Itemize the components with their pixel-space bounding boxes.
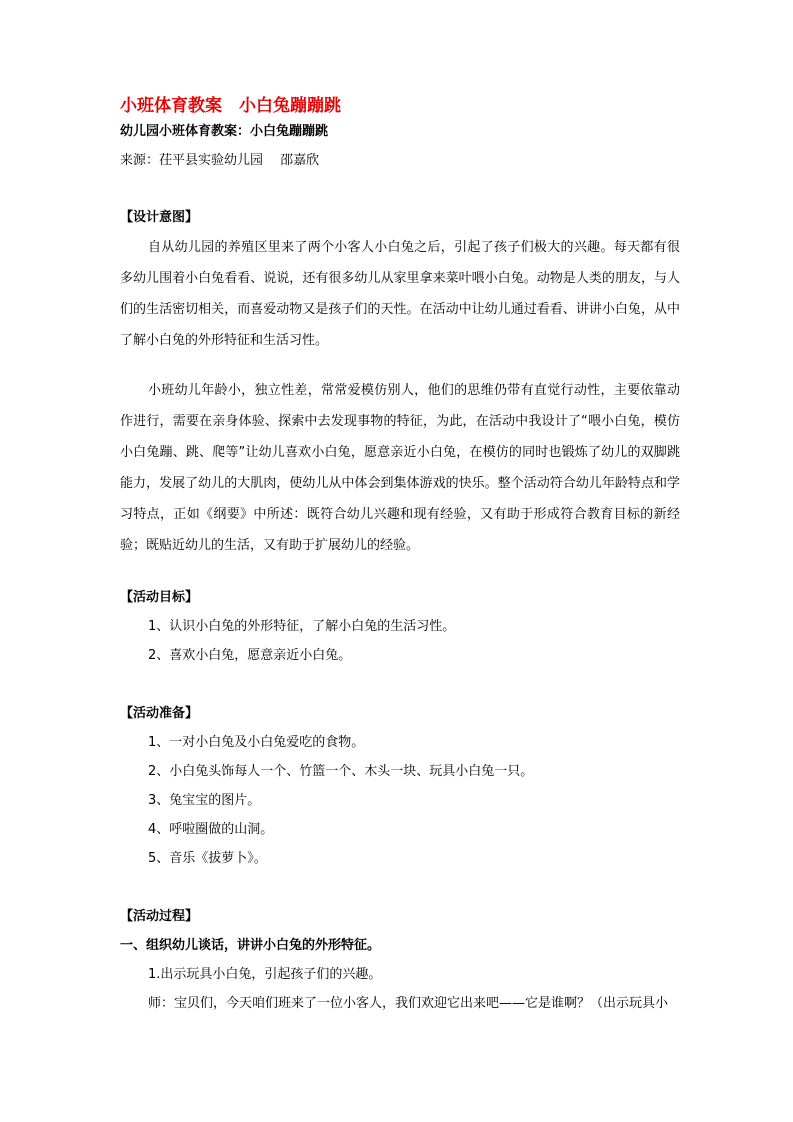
design-intent-paragraph-2: 小班幼儿年龄小，独立性差，常常爱模仿别人，他们的思维仍带有直觉行动性，主要依靠动作进行，需要在亲身体验、探索中去发现事物的特征，为此，在活动中我设计了“喂小白兔，模仿小白兔蹦、跳、爬等”让幼儿喜欢小白兔，愿意亲近小白兔，在模仿的同时也锻炼了幼儿的双脚跳能力，发展了幼儿的大肌肉，使幼儿从中体会到集体游戏的快乐。整个活动符合幼儿年龄特点和学习特点，正如《纲要》中所述：既符合幼儿兴趣和现有经验，又有助于形成符合教育目标的新经验；既贴近幼儿的生活，又有助于扩展幼儿的经验。 [120, 383, 680, 553]
design-intent-heading: 【设计意图】 [120, 210, 199, 225]
preparation-heading: 【活动准备】 [120, 706, 199, 721]
preparation-item-1: 1、一对小白兔及小白兔爱吃的食物。 [148, 735, 365, 750]
page-title: 小班体育教案 小白兔蹦蹦跳 [120, 96, 341, 116]
design-intent-paragraph-1: 自从幼儿园的养殖区里来了两个小客人小白兔之后，引起了孩子们极大的兴趣。每天都有很多幼儿围着小白兔看看、说说，还有很多幼儿从家里拿来菜叶喂小白兔。动物是人类的朋友，与人们的生活密切相关，而喜爱动物又是孩子们的天性。在活动中让幼儿通过看看、讲讲小白兔，从中了解小白兔的外形特征和生活习性。 [120, 240, 680, 348]
process-step-1: 1.出示玩具小白兔，引起孩子们的兴趣。 [148, 967, 382, 982]
goals-heading: 【活动目标】 [120, 590, 199, 605]
preparation-item-4: 4、呼啦圈做的山洞。 [148, 822, 274, 837]
subtitle: 幼儿园小班体育教案：小白兔蹦蹦跳 [120, 124, 329, 139]
process-section-1: 一、组织幼儿谈话，讲讲小白兔的外形特征。 [120, 938, 381, 953]
teacher-line: 师：宝贝们，今天咱们班来了一位小客人，我们欢迎它出来吧——它是谁啊？（出示玩具小 [148, 996, 669, 1011]
goal-item-2: 2、喜欢小白兔，愿意亲近小白兔。 [148, 648, 352, 663]
goal-item-1: 1、认识小白兔的外形特征，了解小白兔的生活习性。 [148, 619, 456, 634]
preparation-item-3: 3、兔宝宝的图片。 [148, 793, 261, 808]
process-heading: 【活动过程】 [120, 909, 199, 924]
preparation-item-2: 2、小白兔头饰每人一个、竹篮一个、木头一块、玩具小白兔一只。 [148, 764, 534, 779]
preparation-item-5: 5、音乐《拔萝卜》。 [148, 851, 267, 866]
source-line: 来源：茌平县实验幼儿园 邵嘉欣 [120, 153, 320, 168]
